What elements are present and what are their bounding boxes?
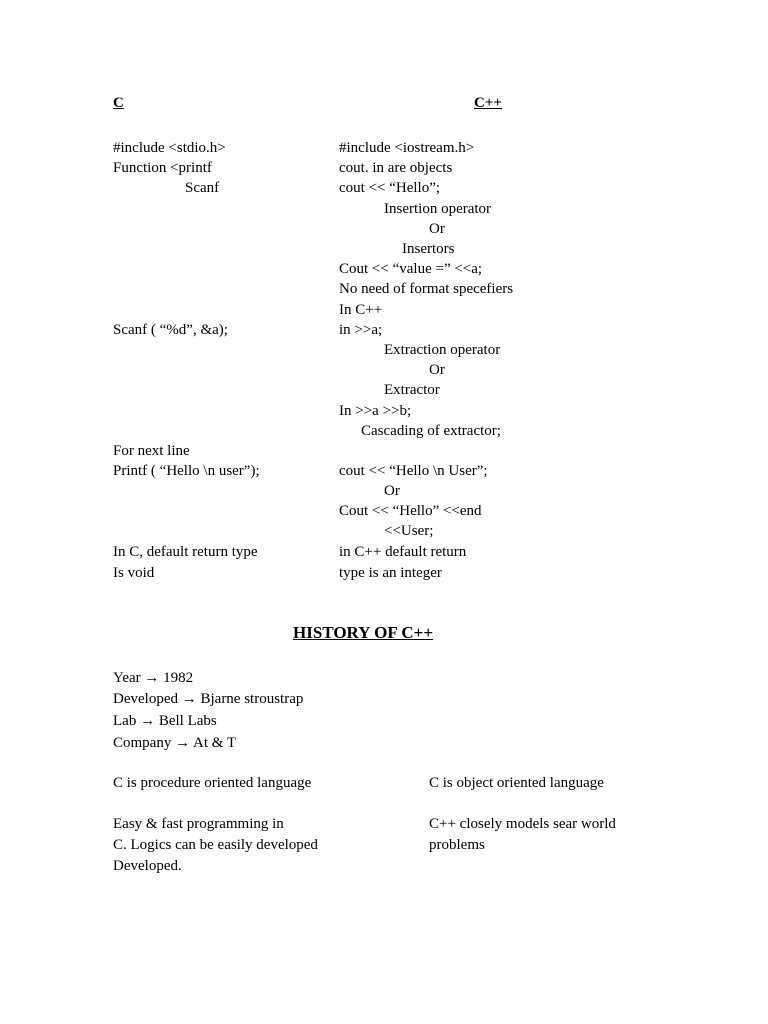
c-printf-example: Printf ( “Hello \n user”);: [113, 463, 260, 479]
cpp-cascading: Cascading of extractor;: [361, 423, 501, 439]
c-easy-line-3: Developed.: [113, 858, 182, 874]
cpp-insertors: Insertors: [402, 241, 455, 257]
cpp-models-line-1: C++ closely models sear world: [429, 816, 616, 832]
fact-value: Bjarne stroustrap: [200, 691, 304, 707]
cpp-no-format: No need of format specefiers: [339, 281, 514, 297]
cpp-cout-hello: cout << “Hello”;: [339, 180, 441, 196]
cpp-in-cpp: In C++: [339, 302, 383, 318]
column-heading-c: C: [113, 95, 124, 111]
c-scanf-line: Scanf: [185, 180, 220, 196]
history-fact-company: [113, 733, 236, 753]
cpp-cout-value: Cout << “value =” <<a;: [339, 261, 483, 277]
fact-label: Company: [113, 735, 172, 751]
cpp-in-a: in >>a;: [339, 322, 383, 338]
c-next-line-label: For next line: [113, 443, 190, 459]
fact-label: Developed: [113, 691, 178, 707]
arrow-icon: →: [175, 735, 191, 751]
c-include-line: #include <stdio.h>: [113, 140, 226, 156]
cpp-cout-endl: Cout << “Hello” <<end: [339, 503, 482, 519]
arrow-icon: →: [140, 713, 156, 729]
cpp-insertion-operator: Insertion operator: [384, 201, 492, 217]
cpp-return-line-1: in C++ default return: [339, 544, 467, 560]
cpp-cout-hello-user: cout << “Hello \n User”;: [339, 463, 488, 479]
c-return-line-2: Is void: [113, 565, 155, 581]
fact-label: Lab: [113, 713, 137, 729]
cpp-or-3: Or: [384, 483, 400, 499]
c-function-line: Function <printf: [113, 160, 212, 176]
fact-value: 1982: [163, 670, 194, 686]
cpp-object-oriented: C is object oriented language: [429, 775, 604, 791]
cpp-return-line-2: type is an integer: [339, 565, 442, 581]
c-scanf-example: Scanf ( “%d”, &a);: [113, 322, 228, 338]
cpp-include-line: #include <iostream.h>: [339, 140, 475, 156]
history-title: HISTORY OF C++: [293, 623, 434, 642]
cpp-or-2: Or: [429, 362, 445, 378]
cpp-user: <<User;: [384, 523, 434, 539]
fact-value: At & T: [193, 735, 237, 751]
cpp-objects-line: cout. in are objects: [339, 160, 453, 176]
c-easy-line-1: Easy & fast programming in: [113, 816, 284, 832]
fact-label: Year: [113, 670, 141, 686]
column-heading-cpp: C++: [474, 95, 502, 111]
cpp-in-ab: In >>a >>b;: [339, 403, 412, 419]
history-fact-year: [113, 668, 193, 688]
arrow-icon: →: [144, 670, 160, 686]
cpp-extractor: Extractor: [384, 382, 440, 398]
cpp-or-1: Or: [429, 221, 445, 237]
c-return-line-1: In C, default return type: [113, 544, 258, 560]
cpp-extraction-operator: Extraction operator: [384, 342, 501, 358]
history-fact-lab: [113, 711, 217, 731]
cpp-models-line-2: problems: [429, 837, 485, 853]
arrow-icon: →: [181, 691, 197, 707]
history-fact-developed: [113, 689, 303, 709]
fact-value: Bell Labs: [158, 713, 217, 729]
c-procedure-oriented: C is procedure oriented language: [113, 775, 312, 791]
c-easy-line-2: C. Logics can be easily developed: [113, 837, 318, 853]
